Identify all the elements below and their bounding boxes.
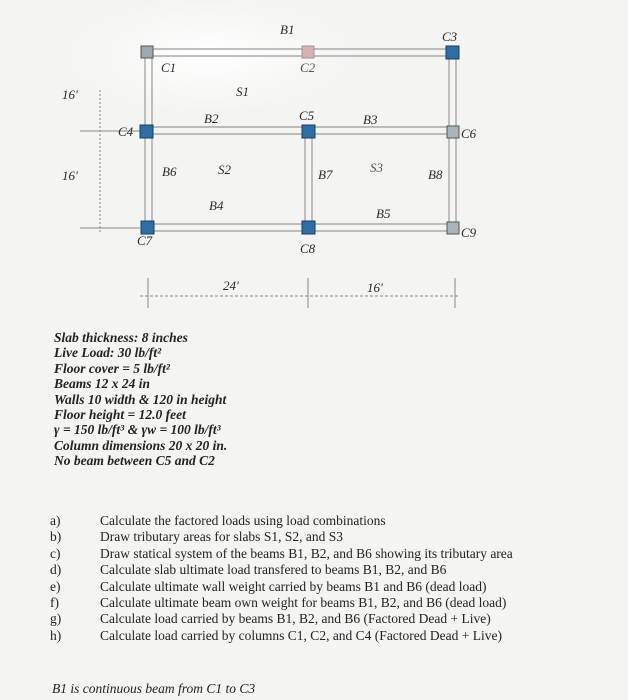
task-item: g) Calculate load carried by beams B1, B2, and B6 (Factored Dead + Live) [50,611,491,627]
bottom-dimension-line [140,278,460,308]
column-c6 [447,126,459,138]
task-item: h) Calculate load carried by columns C1, C2, and C4 (Factored Dead + Live) [50,627,502,643]
label-c1: C1 [161,60,177,75]
dim-left-top: 16' [62,87,78,102]
column-c3 [446,46,459,59]
label-c4: C4 [118,124,134,139]
column-c1 [141,46,153,58]
task-item: c) Draw statical system of the beams B1, B2, and B6 showing its tributary area [50,545,513,561]
column-c9 [447,222,459,234]
prop-column-dimensions: Column dimensions 20 x 20 in. [54,437,228,453]
label-b4: B4 [209,198,224,213]
dim-bottom-right: 16' [367,280,383,295]
photo-glare [60,0,360,115]
dim-bottom-left: 24' [223,278,239,293]
label-c9: C9 [461,225,477,240]
task-item: e) Calculate ultimate wall weight carried by beams B1 and B6 (dead load) [50,578,487,594]
label-c2: C2 [300,60,316,75]
design-properties [54,330,227,469]
label-b7: B7 [318,167,333,182]
label-b5: B5 [376,206,391,221]
prop-no-beam: No beam between C5 and C2 [54,453,215,469]
label-c5: C5 [299,108,315,123]
prop-floor-height: Floor height = 12.0 feet [54,407,186,423]
column-c2 [302,46,314,58]
label-b3: B3 [363,112,378,127]
prop-unit-weights: γ = 150 lb/ft³ & γw = 100 lb/ft³ [54,422,221,438]
label-s2: S2 [218,162,231,177]
label-c3: C3 [442,29,458,44]
continuous-beam-note: B1 is continuous beam from C1 to C3 [52,681,256,696]
dim-left-bottom: 16' [62,168,78,183]
label-b2: B2 [204,111,219,126]
label-b6: B6 [162,164,177,179]
task-list [50,513,620,644]
label-c7: C7 [137,233,153,248]
left-dimension-line [80,90,140,232]
label-s3: S3 [370,160,383,175]
floor-plan [0,0,628,330]
column-c5 [302,125,315,138]
label-b8: B8 [428,167,443,182]
task-item: f) Calculate ultimate beam own weight for beams B1, B2, and B6 (dead load) [50,595,507,611]
prop-live-load: Live Load: 30 lb/ft² [54,345,162,361]
prop-slab-thickness: Slab thickness: 8 inches [54,330,188,345]
label-c6: C6 [461,126,477,141]
label-s1: S1 [236,84,249,99]
column-c8 [302,221,315,234]
prop-floor-cover: Floor cover = 5 lb/ft² [54,360,170,376]
prop-walls: Walls 10 width & 120 in height [54,391,227,407]
column-c4 [140,125,153,138]
task-item: a) Calculate the factored loads using load combinations [50,513,386,528]
label-c8: C8 [300,241,316,256]
prop-beams: Beams 12 x 24 in [54,376,151,392]
task-item: d) Calculate slab ultimate load transfered to beams B1, B2, and B6 [50,562,447,578]
task-item: b) Draw tributary areas for slabs S1, S2, and S3 [50,529,343,545]
label-b1: B1 [280,22,295,37]
